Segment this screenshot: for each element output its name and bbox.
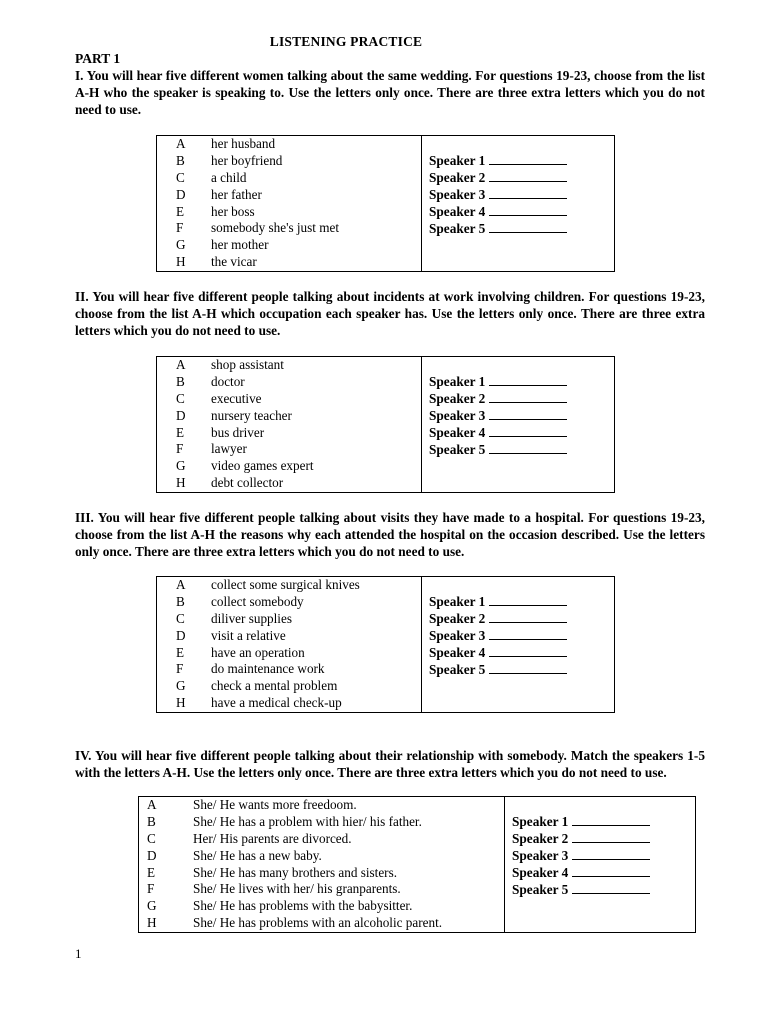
speaker-label: Speaker 4: [512, 864, 569, 880]
option-row: [176, 408, 421, 425]
option-row: [176, 357, 421, 374]
option-letter: F: [176, 661, 184, 677]
speaker-row: [429, 644, 567, 661]
section-2-options: [157, 357, 422, 492]
option-text: collect somebody: [211, 593, 304, 609]
option-row: [147, 831, 504, 848]
answer-blank[interactable]: [489, 424, 567, 437]
option-row: [147, 865, 504, 882]
option-row: [147, 898, 504, 915]
speaker-row: [512, 830, 650, 847]
option-letter: H: [176, 695, 186, 711]
option-text: diliver supplies: [211, 610, 292, 626]
answer-blank[interactable]: [489, 441, 567, 454]
speaker-row: [429, 220, 567, 237]
speaker-row: [429, 186, 567, 203]
speaker-label: Speaker 5: [429, 661, 486, 677]
option-row: [176, 374, 421, 391]
option-letter: F: [176, 220, 184, 236]
speaker-row: [512, 881, 650, 898]
speaker-row: [429, 424, 567, 441]
speaker-label: Speaker 5: [512, 881, 569, 897]
speaker-row: [429, 627, 567, 644]
speaker-label: Speaker 1: [429, 594, 486, 609]
option-text: She/ He has problems with an alcoholic parent.: [193, 915, 443, 931]
speaker-row: [429, 373, 567, 390]
answer-blank[interactable]: [572, 847, 650, 860]
answer-blank[interactable]: [572, 881, 650, 894]
speaker-label: Speaker 5: [429, 220, 486, 236]
option-letter: G: [176, 458, 186, 474]
option-text: have an operation: [211, 644, 305, 660]
part-heading: PART 1: [75, 51, 121, 66]
option-letter: E: [147, 864, 156, 880]
option-text: video games expert: [211, 458, 314, 474]
section-2-instructions: II. You will hear five different people talking about incidents at work involving children. For questions 19-23, choose from the list A-H which occupation each speaker has. Use the letters only once. There are three extra letters which you do not need to use.: [75, 289, 705, 338]
option-letter: G: [147, 898, 157, 914]
speaker-label: Speaker 2: [429, 169, 486, 185]
option-row: [176, 153, 421, 170]
answer-blank[interactable]: [489, 203, 567, 216]
answer-blank[interactable]: [572, 830, 650, 843]
section-4-speakers: [505, 797, 650, 932]
option-row: [147, 881, 504, 898]
option-row: [176, 475, 421, 492]
option-text: executive: [211, 390, 262, 406]
option-text: She/ He has problems with the babysitter.: [193, 898, 413, 914]
answer-blank[interactable]: [489, 644, 567, 657]
option-text: bus driver: [211, 424, 265, 440]
answer-blank[interactable]: [489, 593, 567, 606]
option-letter: H: [176, 475, 186, 491]
option-row: [176, 170, 421, 187]
speaker-label: Speaker 2: [429, 610, 486, 626]
option-text: her father: [211, 186, 262, 202]
option-text: her husband: [211, 136, 276, 151]
option-letter: B: [176, 152, 185, 168]
option-row: [176, 254, 421, 271]
option-letter: D: [176, 186, 186, 202]
option-text: Her/ His parents are divorced.: [193, 830, 352, 846]
speaker-label: Speaker 3: [429, 627, 486, 643]
option-text: collect some surgical knives: [211, 577, 360, 592]
option-letter: A: [176, 357, 186, 372]
section-4-instructions: IV. You will hear five different people talking about their relationship with somebody. Match the speakers 1-5 with the letters A-H. Use the letters only once. There are three extra letters which you do not need to use.: [75, 748, 705, 780]
option-letter: A: [176, 136, 186, 151]
speaker-row: [429, 661, 567, 678]
option-row: [176, 204, 421, 221]
speaker-label: Speaker 3: [429, 407, 486, 423]
section-4-matching-table: [138, 796, 696, 933]
option-row: [176, 220, 421, 237]
speaker-row: [429, 610, 567, 627]
option-row: [176, 661, 421, 678]
option-letter: D: [176, 407, 186, 423]
answer-blank[interactable]: [489, 627, 567, 640]
section-3-matching-table: [156, 576, 615, 713]
option-letter: B: [147, 813, 156, 829]
option-row: [176, 391, 421, 408]
option-row: [176, 425, 421, 442]
option-text: do maintenance work: [211, 661, 325, 677]
option-letter: F: [176, 441, 184, 457]
section-1-instructions: I. You will hear five different women talking about the same wedding. For questions 19-23, choose from the list A-H who the speaker is speaking to. Use the letters only once. There are three extra letters which you do not need to use.: [75, 68, 705, 117]
option-row: [176, 577, 421, 594]
option-letter: C: [147, 830, 156, 846]
option-row: [176, 458, 421, 475]
option-letter: H: [176, 254, 186, 270]
option-letter: D: [147, 847, 157, 863]
section-1-options: [157, 136, 422, 271]
option-row: [176, 611, 421, 628]
answer-blank[interactable]: [489, 186, 567, 199]
option-row: [147, 848, 504, 865]
answer-blank[interactable]: [489, 610, 567, 623]
speaker-row: [512, 813, 650, 830]
option-letter: F: [147, 881, 155, 897]
speaker-label: Speaker 2: [512, 830, 569, 846]
option-text: a child: [211, 169, 247, 185]
option-letter: C: [176, 390, 185, 406]
option-text: shop assistant: [211, 357, 284, 372]
option-letter: G: [176, 237, 186, 253]
page-title: LISTENING PRACTICE: [269, 34, 423, 49]
option-row: [176, 594, 421, 611]
answer-blank[interactable]: [489, 390, 567, 403]
section-2-speakers: [422, 357, 567, 492]
answer-blank[interactable]: [572, 864, 650, 877]
option-text: nursery teacher: [211, 407, 292, 423]
option-text: visit a relative: [211, 627, 286, 643]
option-text: She/ He lives with her/ his granparents.: [193, 881, 401, 897]
option-text: She/ He has a problem with hier/ his father.: [193, 813, 422, 829]
option-text: debt collector: [211, 475, 284, 491]
speaker-label: Speaker 1: [429, 153, 486, 168]
section-3-speakers: [422, 577, 567, 712]
speaker-label: Speaker 5: [429, 441, 486, 457]
speaker-label: Speaker 4: [429, 203, 486, 219]
speaker-row: [429, 441, 567, 458]
speaker-label: Speaker 1: [429, 374, 486, 389]
page-number: 1: [75, 946, 82, 961]
answer-blank[interactable]: [489, 407, 567, 420]
answer-blank[interactable]: [489, 169, 567, 182]
option-text: doctor: [211, 373, 245, 389]
section-1-speakers: [422, 136, 567, 271]
option-text: somebody she's just met: [211, 220, 340, 236]
option-row: [147, 915, 504, 932]
option-row: [176, 628, 421, 645]
option-text: check a mental problem: [211, 678, 338, 694]
section-3-instructions: III. You will hear five different people talking about visits they have made to a hospital. For questions 19-23, choose from the list A-H the reasons why each attended the hospital on the occasion described. Use the letters only once. There are three extra letters which you do not need to use.: [75, 510, 705, 559]
option-row: [176, 136, 421, 153]
speaker-row: [512, 864, 650, 881]
speaker-row: [512, 847, 650, 864]
option-letter: H: [147, 915, 157, 931]
speaker-label: Speaker 1: [512, 814, 569, 829]
answer-blank[interactable]: [572, 813, 650, 826]
speaker-row: [429, 390, 567, 407]
section-1-matching-table: [156, 135, 615, 272]
option-row: [176, 441, 421, 458]
option-letter: C: [176, 169, 185, 185]
speaker-row: [429, 169, 567, 186]
speaker-row: [429, 407, 567, 424]
option-letter: B: [176, 593, 185, 609]
option-letter: A: [176, 577, 186, 592]
speaker-label: Speaker 3: [512, 847, 569, 863]
option-letter: D: [176, 627, 186, 643]
option-row: [176, 645, 421, 662]
option-letter: E: [176, 644, 185, 660]
option-row: [176, 695, 421, 712]
speaker-row: [429, 152, 567, 169]
speaker-label: Speaker 4: [429, 424, 486, 440]
option-row: [147, 797, 504, 814]
option-text: lawyer: [211, 441, 247, 457]
option-row: [176, 237, 421, 254]
option-letter: C: [176, 610, 185, 626]
section-3-options: [157, 577, 422, 712]
answer-blank[interactable]: [489, 152, 567, 165]
option-letter: B: [176, 373, 185, 389]
option-row: [176, 187, 421, 204]
option-text: her boss: [211, 203, 255, 219]
option-text: her boyfriend: [211, 152, 283, 168]
option-text: She/ He has many brothers and sisters.: [193, 864, 398, 880]
answer-blank[interactable]: [489, 661, 567, 674]
option-letter: E: [176, 424, 185, 440]
answer-blank[interactable]: [489, 220, 567, 233]
section-4-options: [139, 797, 505, 932]
option-text: her mother: [211, 237, 269, 253]
option-letter: G: [176, 678, 186, 694]
option-text: She/ He has a new baby.: [193, 847, 322, 863]
option-letter: E: [176, 203, 185, 219]
speaker-row: [429, 203, 567, 220]
section-2-matching-table: [156, 356, 615, 493]
option-row: [147, 814, 504, 831]
option-text: She/ He wants more freedoom.: [193, 797, 357, 812]
option-text: have a medical check-up: [211, 695, 342, 711]
speaker-label: Speaker 3: [429, 186, 486, 202]
speaker-row: [429, 593, 567, 610]
speaker-label: Speaker 4: [429, 644, 486, 660]
option-row: [176, 678, 421, 695]
option-letter: A: [147, 797, 157, 812]
option-text: the vicar: [211, 254, 257, 270]
speaker-label: Speaker 2: [429, 390, 486, 406]
answer-blank[interactable]: [489, 373, 567, 386]
